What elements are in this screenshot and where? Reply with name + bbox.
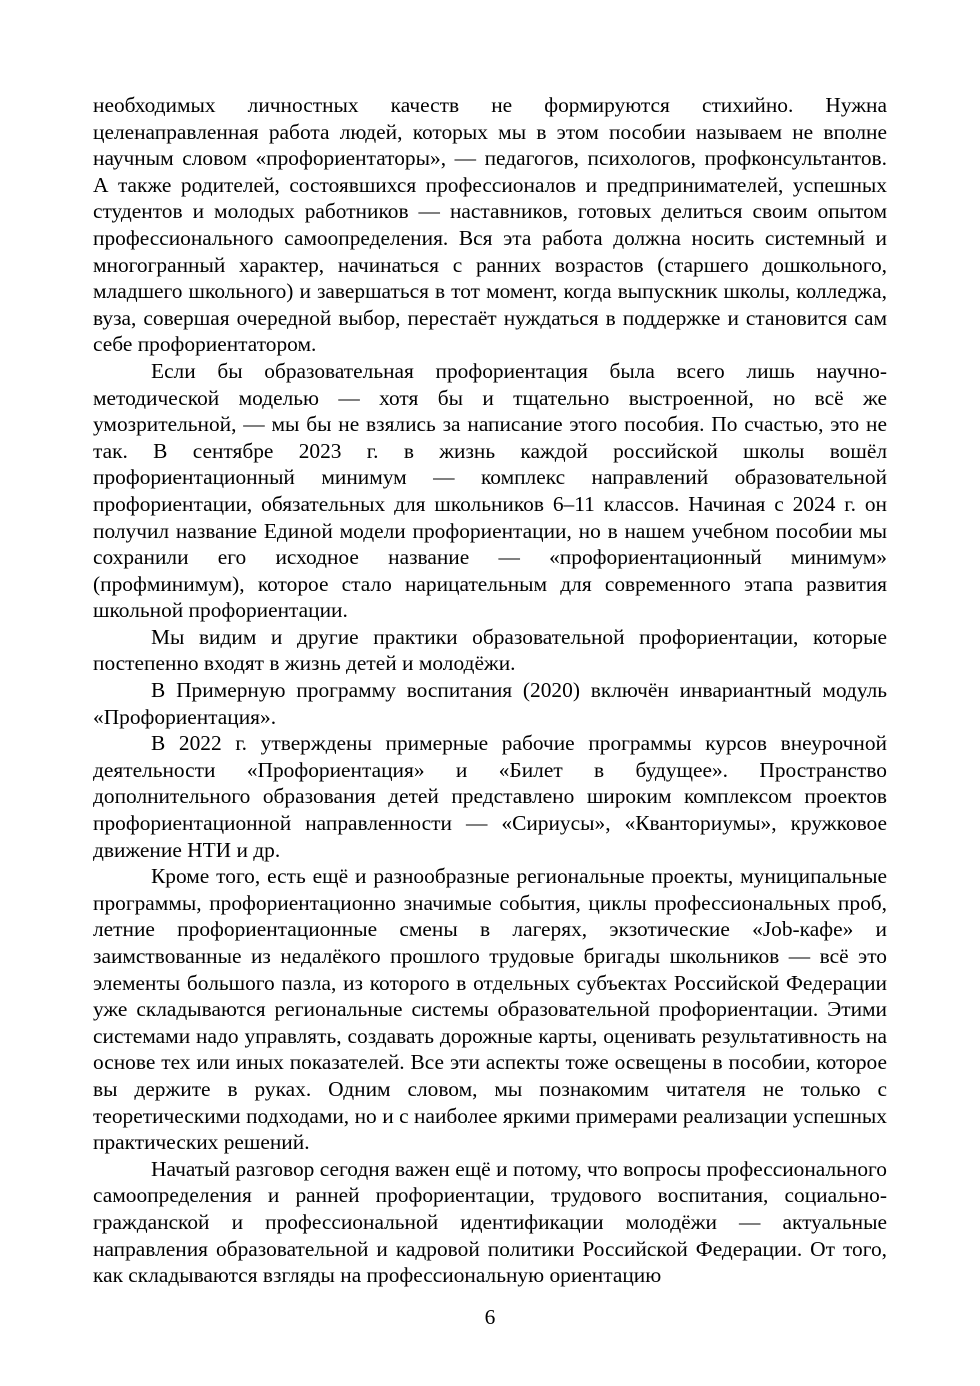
paragraph: Кроме того, есть ещё и разнообразные региональные проекты, муниципальные программы, профориентационно значимые события, циклы профессиональных проб, летние профориентационные смены в лагерях, экзотические «Job-кафе» и заимствованные из недалёкого прошлого трудовые бригады школьников — всё это элементы большого пазла, из которого в отдельных субъектах Российской Федерации уже складываются региональные системы образовательной профориентации. Этими системами надо управлять, создавать дорожные карты, оценивать результативность на основе тех или иных показателей. Все эти аспекты тоже освещены в пособии, которое вы держите в руках. Одним словом, мы познакомим читателя не только с теоретическими подходами, но и с наиболее яркими примерами реализации успешных практических решений. (93, 864, 887, 1155)
page-number: 6 (484, 1305, 496, 1329)
paragraph: Начатый разговор сегодня важен ещё и потому, что вопросы профессионального самоопределения и ранней профориентации, трудового воспитания, социально-гражданской и профессиональной идентификации молодёжи — актуальные направления образовательной и кадровой политики Российской Федерации. От того, как складываются взгляды на профессиональную ориентацию (93, 1156, 887, 1288)
paragraph-continuation: необходимых личностных качеств не формируются стихийно. Нужна целенаправленная работа людей, которых мы в этом пособии называем не вполне научным словом «профориентаторы», — педагогов, психологов, профконсультантов. А также родителей, состоявшихся профессионалов и предпринимателей, успешных студентов и молодых работников — наставников, готовых делиться своим опытом профессионального самоопределения. Вся эта работа должна носить системный и многогранный характер, начинаться с ранних возрастов (старшего дошкольного, младшего школьного) и завершаться в тот момент, когда выпускник школы, колледжа, вуза, совершая очередной выбор, перестаёт нуждаться в поддержке и становится сам себе профориентатором. (93, 93, 887, 357)
paragraph: Если бы образовательная профориентация была всего лишь научно-методической моделью — хотя бы и тщательно выстроенной, но всё же умозрительной, — мы бы не взялись за написание этого пособия. По счастью, это не так. В сентябре 2023 г. в жизнь каждой российской школы вошёл профориентационный минимум — комплекс направлений образовательной профориентации, обязательных для школьников 6–11 классов. Начиная с 2024 г. он получил название Единой модели профориентации, но в нашем учебном пособии мы сохранили его исходное название — «профориентационный минимум» (профминимум), которое стало нарицательным для современного этапа развития школьной профориентации. (93, 358, 887, 623)
page-body (93, 92, 887, 1289)
paragraph: В Примерную программу воспитания (2020) включён инвариантный модуль «Профориентация». (93, 678, 887, 729)
paragraph: В 2022 г. утверждены примерные рабочие программы курсов внеурочной деятельности «Профориентация» и «Билет в будущее». Пространство дополнительного образования детей представлено широким комплексом проектов профориентационной направленности — «Сириусы», «Кванториумы», кружковое движение НТИ и др. (93, 731, 887, 862)
paragraph: Мы видим и другие практики образовательной профориентации, которые постепенно входят в жизнь детей и молодёжи. (93, 624, 887, 676)
